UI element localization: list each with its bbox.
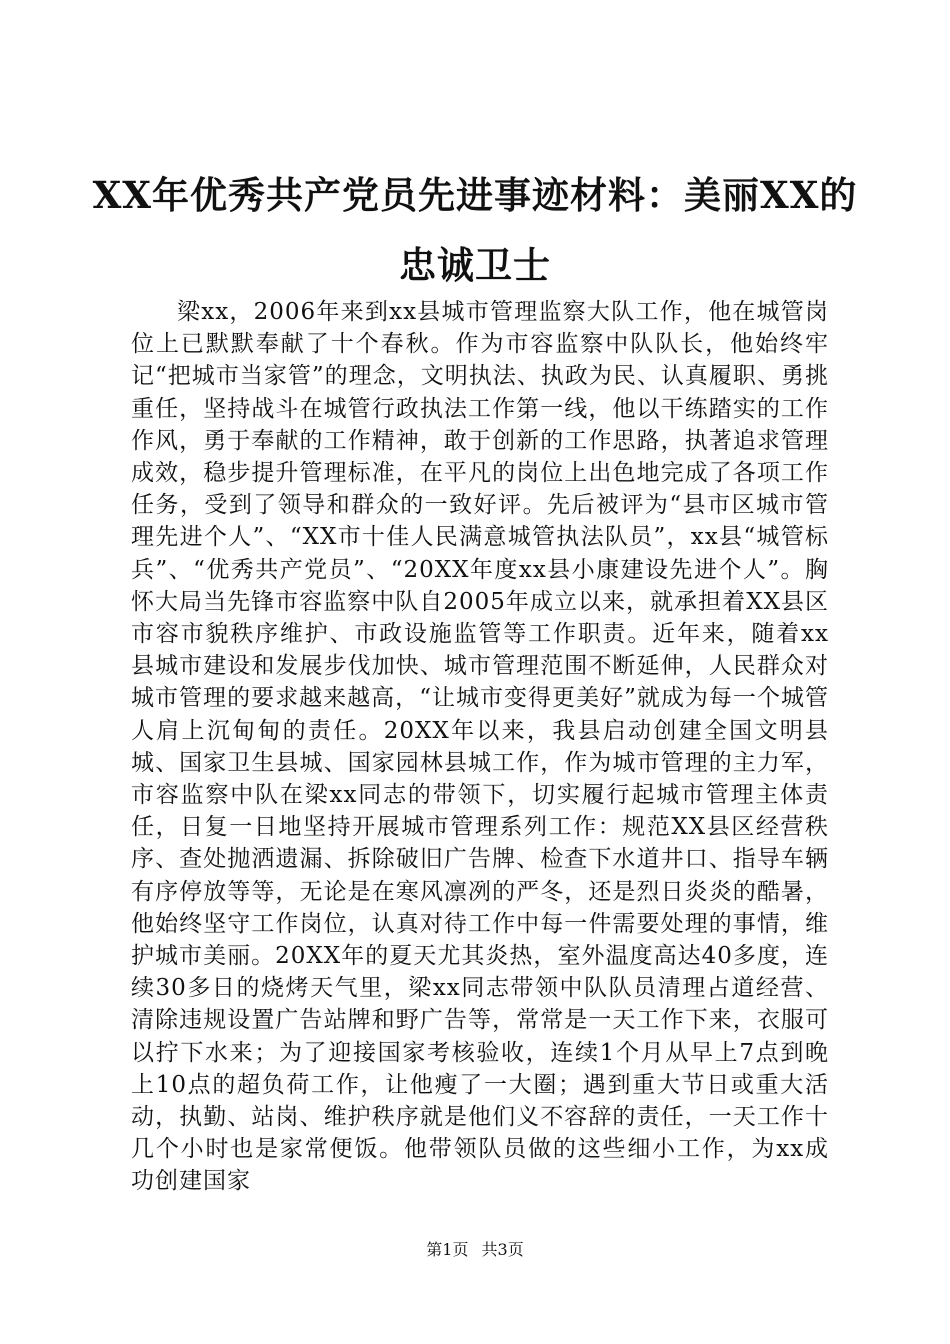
page-number: 第1页 bbox=[426, 1240, 469, 1259]
body-paragraph: 梁xx，2006年来到xx县城市管理监察大队工作，他在城管岗位上已默默奉献了十个春秋。作为市容监察中队队长，他始终牢记“把城市当家管”的理念，文明执法、执政为民、认真履职、勇挑重任，坚持战斗在城管行政执法工作第一线，他以干练踏实的工作作风，勇于奉献的工作精神，敢于创新的工作思路，执著追求管理成效，稳步提升管理标准，在平凡的岗位上出色地完成了各项工作任务，受到了领导和群众的一致好评。先后被评为“县市区城市管理先进个人”、“XX市十佳人民满意城管执法队员”，xx县“城管标兵”、“优秀共产党员”、“20XX年度xx县小康建设先进个人”。胸怀大局当先锋市容监察中队自2005年成立以来，就承担着XX县区市容市貌秩序维护、市政设施监管等工作职责。近年来，随着xx县城市建设和发展步伐加快、城市管理范围不断延伸，人民群众对城市管理的要求越来越高，“让城市变得更美好”就成为每一个城管人肩上沉甸甸的责任。20XX年以来，我县启动创建全国文明县城、国家卫生县城、国家园林县城工作，作为城市管理的主力军，市容监察中队在梁xx同志的带领下，切实履行起城市管理主体责任，日复一日地坚持开展城市管理系列工作：规范XX县区经营秩序、查处抛洒遗漏、拆除破旧广告牌、检查下水道井口、指导车辆有序停放等等，无论是在寒风凛冽的严冬，还是烈日炎炎的酷暑，他始终坚守工作岗位，认真对待工作中每一件需要处理的事情，维护城市美丽。20XX年的夏天尤其炎热，室外温度高达40多度，连续30多日的烧烤天气里，梁xx同志带领中队队员清理占道经营、清除违规设置广告站牌和野广告等，常常是一天工作下来，衣服可以拧下水来；为了迎接国家考核验收，连续1个月从早上7点到晚上10点的超负荷工作，让他瘦了一大圈；遇到重大节日或重大活动，执勤、站岗、维护秩序就是他们义不容辞的责任，一天工作十几个小时也是家常便饭。他带领队员做的这些细小工作，为xx成功创建国家 bbox=[131, 299, 829, 1195]
page-total: 共3页 bbox=[481, 1240, 524, 1259]
title-line-2: 忠诚卫士 bbox=[399, 243, 551, 287]
title-line-1: XX年优秀共产党员先进事迹材料：美丽XX的 bbox=[92, 173, 858, 217]
document-title bbox=[60, 160, 890, 300]
page-footer bbox=[0, 1240, 950, 1260]
